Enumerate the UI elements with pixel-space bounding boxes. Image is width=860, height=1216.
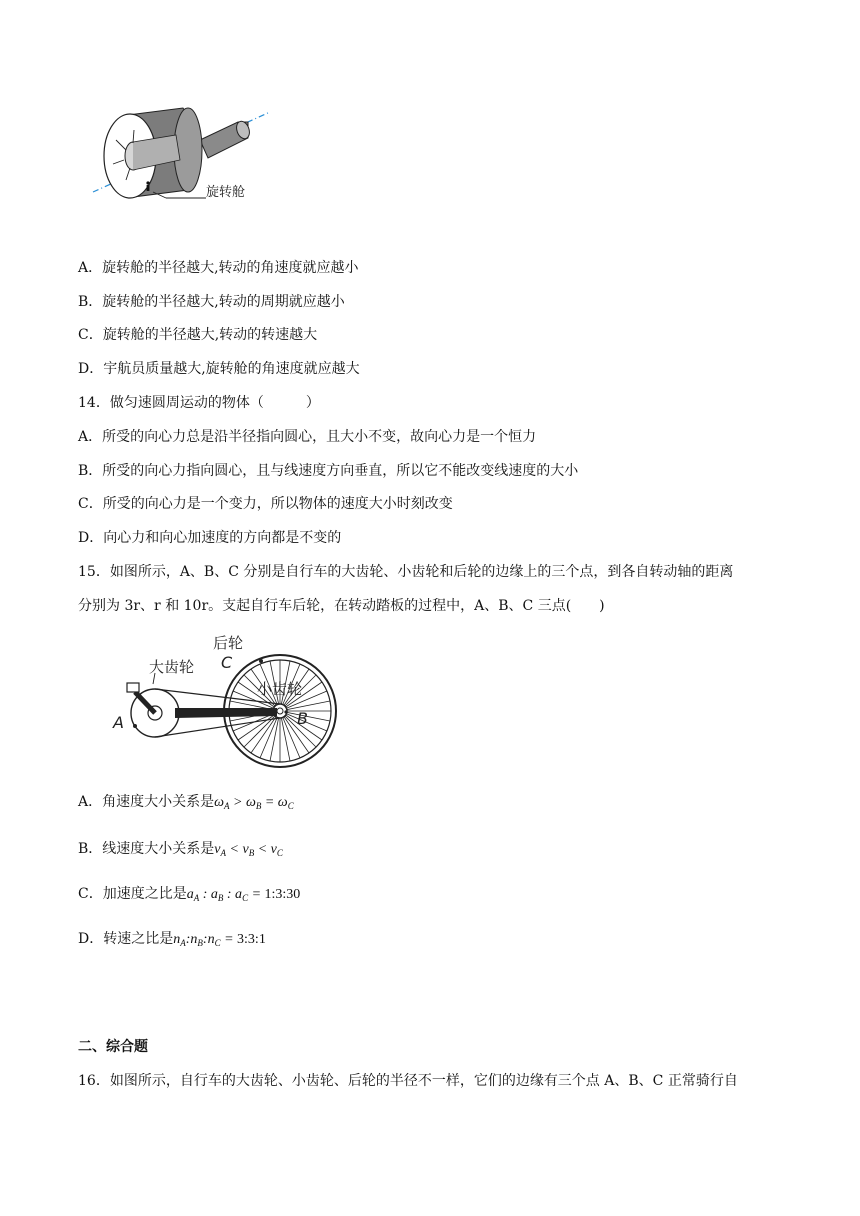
q15-stem-line2: 分别为 3r、r 和 10r。支起自行车后轮，在转动踏板的过程中，A、B、C 三点( ) — [78, 598, 605, 614]
bicycle-gear-figure — [105, 628, 345, 768]
q15-option-b-formula: $v_A < v_B < v_C$ — [214, 842, 283, 858]
rear-wheel-label: 后轮 — [213, 634, 244, 652]
q14-option-d: D．向心力和向心加速度的方向都是不变的 — [78, 530, 342, 546]
q14-option-b: B．所受的向心力指向圆心，且与线速度方向垂直，所以它不能改变线速度的大小 — [78, 463, 579, 479]
q15-option-d-prefix: D．转速之比是 — [78, 931, 174, 947]
q15-option-a-formula: $\omega_A > \omega_B = \omega_C$ — [214, 795, 294, 811]
big-gear-label: 大齿轮 — [149, 658, 195, 676]
point-c-label: C — [221, 653, 233, 672]
cabin-label: 旋转舱 — [206, 185, 246, 200]
q16-stem: 16．如图所示，自行车的大齿轮、小齿轮、后轮的半径不一样，它们的边缘有三个点 A、B、C 正常骑行自 — [78, 1073, 738, 1089]
q15-stem-line1: 15．如图所示，A、B、C 分别是自行车的大齿轮、小齿轮和后轮的边缘上的三个点，到各自转动轴的距离 — [78, 564, 734, 580]
small-gear-label: 小齿轮 — [257, 680, 303, 698]
q14-option-c: C．所受的向心力是一个变力，所以物体的速度大小时刻改变 — [78, 496, 453, 512]
q15-option-d — [78, 929, 266, 953]
q14-stem-prefix: 14．做匀速圆周运动的物体（ — [78, 395, 264, 411]
rotating-cabin-figure — [88, 100, 278, 215]
q15-option-d-ratio: 3:3:1 — [237, 932, 266, 947]
q13-option-d: D．宇航员质量越大,旋转舱的角速度就应越大 — [78, 361, 360, 377]
q15-option-c-prefix: C．加速度之比是 — [78, 886, 187, 902]
q13-option-b: B．旋转舱的半径越大,转动的周期就应越小 — [78, 294, 345, 310]
q15-option-c — [78, 884, 300, 908]
q15-option-c-ratio: 1:3:30 — [264, 887, 301, 902]
q15-option-d-formula: $n_A:n_B:n_C$ = 3:3:1 — [173, 932, 266, 948]
point-a-label: A — [113, 713, 124, 732]
q13-option-a: A．旋转舱的半径越大,转动的角速度就应越小 — [78, 260, 359, 276]
q13-option-c: C．旋转舱的半径越大,转动的转速越大 — [78, 327, 318, 343]
q15-option-a — [78, 792, 294, 816]
q15-option-a-prefix: A．角速度大小关系是 — [78, 794, 215, 810]
point-b-label: B — [297, 709, 308, 728]
q15-option-b-prefix: B．线速度大小关系是 — [78, 841, 215, 857]
section-heading: 二、综合题 — [78, 1039, 148, 1055]
q14-stem-suffix: ） — [305, 395, 320, 411]
q14-stem — [78, 393, 320, 413]
q15-option-c-formula: $a_A$ : $a_B$ : $a_C$ = 1:3:30 — [186, 887, 301, 903]
q14-option-a: A．所受的向心力总是沿半径指向圆心，且大小不变，故向心力是一个恒力 — [78, 429, 537, 445]
q15-option-b — [78, 839, 283, 863]
